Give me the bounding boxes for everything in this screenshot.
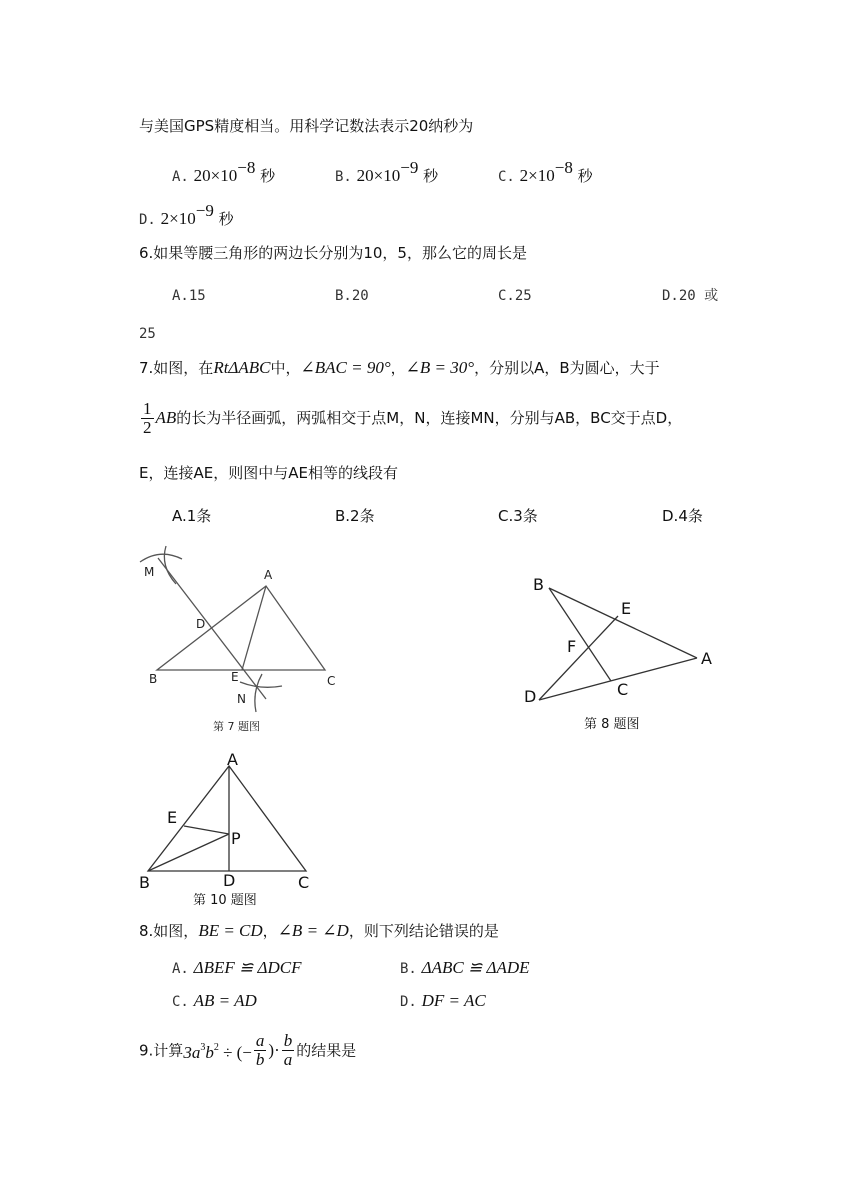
q6-stem: 6.如果等腰三角形的两边长分别为10，5，那么它的周长是 (139, 244, 527, 262)
q7-stem-line2: $\frac{1}{2}$ AB的长为半径画弧，两弧相交于点M，N，连接MN，分别与AB，BC交于点D， (143, 399, 683, 437)
q7-option-d[interactable]: D.4条 (662, 507, 703, 525)
q9-stem: 9.计算$3a^3b^2$ ÷ (− $\frac{a}{b}$ )· $\frac{b}{a}$ 的结果是 (139, 1031, 357, 1069)
q5-option-b[interactable]: B. $20\times 10^{-9}$ 秒 (335, 158, 439, 185)
q8-option-c[interactable]: C. AB = AD (172, 991, 257, 1010)
q6-option-d[interactable]: D.20 或 (662, 288, 719, 304)
fig10-label-b: B (139, 873, 150, 892)
q9-fraction-b-over-a: $\frac{b}{a}$ (283, 1031, 293, 1069)
q5-option-c[interactable]: C. $2\times 10^{-8}$ 秒 (498, 158, 593, 185)
fig8-label-e: E (621, 599, 632, 618)
fig10-label-d: D (223, 871, 236, 890)
fig7-label-b: B (149, 672, 158, 686)
fig7-label-e: E (231, 670, 239, 684)
fig8-label-b: B (533, 575, 544, 594)
q7-stem-line3: E，连接AE，则图中与AE相等的线段有 (139, 464, 398, 482)
q5-option-a[interactable]: A. $20\times 10^{-8}$ 秒 (172, 158, 276, 185)
fig10-label-e: E (167, 808, 178, 827)
fig7-label-m: M (144, 565, 155, 579)
q5-option-d[interactable]: D. $2\times 10^{-9}$ 秒 (139, 201, 234, 228)
q7-stem-line1: 7.如图，在RtΔABC中，∠BAC = 90°，∠B = 30°，分别以A，B为圆心，大于 (139, 358, 660, 377)
q8-option-d[interactable]: D. DF = AC (400, 991, 486, 1010)
one-half-fraction: $\frac{1}{2}$ (143, 399, 152, 437)
fig7-label-d: D (196, 617, 206, 631)
q8-stem: 8.如图，BE = CD，∠B = ∠D，则下列结论错误的是 (139, 921, 499, 940)
q7-option-c[interactable]: C.3条 (498, 507, 538, 525)
q8-option-a[interactable]: A. ΔBEF ≌ ΔDCF (172, 958, 302, 977)
q9-fraction-a-over-b: $\frac{a}{b}$ (255, 1031, 265, 1069)
q6-option-d-wrap: 25 (139, 326, 156, 342)
fig7-caption: 第 7 题图 (213, 720, 260, 733)
fig8-label-c: C (617, 680, 629, 699)
fig10-caption: 第 10 题图 (193, 893, 257, 908)
fig10-label-c: C (298, 873, 310, 892)
q6-option-b[interactable]: B.20 (335, 288, 369, 304)
q7-option-b[interactable]: B.2条 (335, 507, 375, 525)
q6-option-a[interactable]: A.15 (172, 288, 206, 304)
q8-option-b[interactable]: B. ΔABC ≌ ΔADE (400, 958, 530, 977)
fig8-label-a: A (701, 649, 712, 668)
fig8-label-d: D (524, 687, 537, 706)
q6-option-c[interactable]: C.25 (498, 288, 532, 304)
fig10-label-a: A (227, 750, 238, 769)
fig7-label-n: N (237, 692, 246, 706)
fig8-caption: 第 8 题图 (584, 717, 640, 732)
fig10-label-p: P (231, 829, 241, 848)
q5-stem-continuation: 与美国GPS精度相当。用科学记数法表示20纳秒为 (139, 117, 474, 135)
fig7-label-c: C (327, 674, 336, 688)
q7-option-a[interactable]: A.1条 (172, 507, 212, 525)
fig8-label-f: F (567, 637, 577, 656)
fig7-label-a: A (264, 568, 273, 582)
